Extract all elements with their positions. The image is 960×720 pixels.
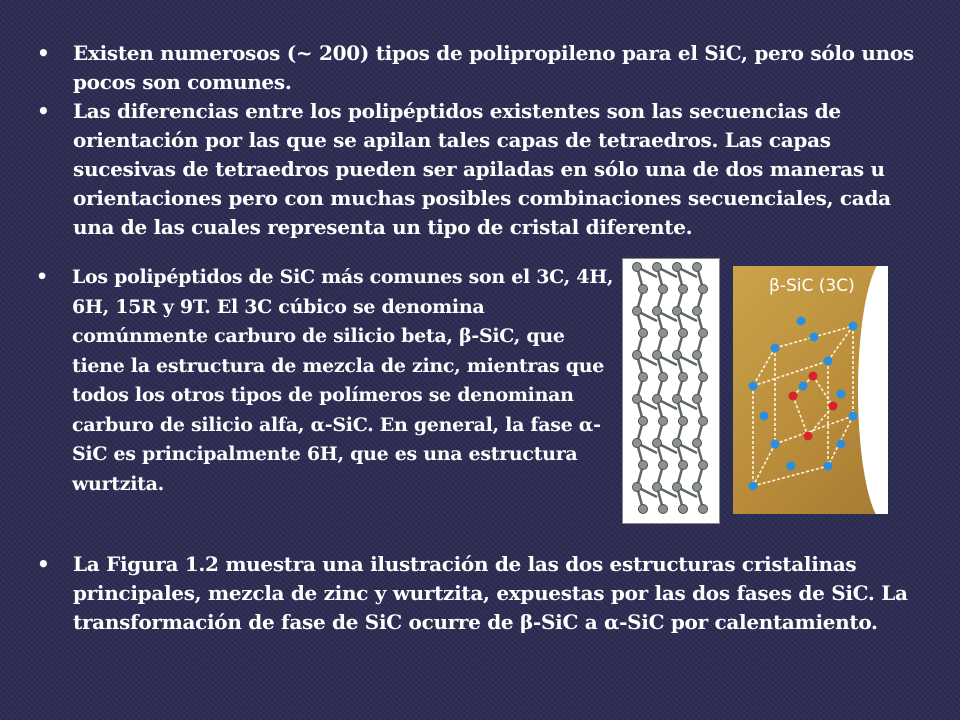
atom — [699, 461, 708, 470]
atom — [699, 373, 708, 382]
atom-blue — [837, 440, 846, 449]
bottom-bullet-list — [37, 550, 923, 637]
atom-red — [789, 392, 798, 401]
bullet-text: La Figura 1.2 muestra una ilustración de las dos estructuras cristalinas principales, mezcla de zinc y wurtzita, expuestas por las dos fases de SiC. La transformación de fase de SiC ocurre de β-SiC a α-SiC por calentamiento. — [73, 552, 908, 634]
zincblende-figure-label: β-SiC (3C) — [769, 276, 855, 296]
atom — [633, 483, 642, 492]
atom — [699, 329, 708, 338]
atom-blue — [760, 412, 769, 421]
atom-red — [804, 432, 813, 441]
atom — [653, 263, 662, 272]
atom — [679, 505, 688, 514]
zincblende-structure-image — [733, 266, 888, 514]
atom — [659, 373, 668, 382]
atom — [633, 439, 642, 448]
wurtzite-structure-image — [622, 258, 720, 524]
bullet-dot: • — [36, 266, 48, 288]
bullet-item — [36, 263, 618, 499]
atom — [673, 439, 682, 448]
atom-red — [809, 372, 818, 381]
atom — [699, 417, 708, 426]
bullet-dot: • — [37, 552, 50, 576]
atom-blue — [849, 322, 858, 331]
atom — [633, 395, 642, 404]
atom-blue — [849, 412, 858, 421]
atom — [633, 351, 642, 360]
bullet-item — [37, 550, 923, 637]
bullet-text: Los polipéptidos de SiC más comunes son el 3C, 4H, 6H, 15R y 9T. El 3C cúbico se denomina comúnmente carburo de silicio beta, β-SiC, que tiene la estructura de mezcla de zinc, mientras que todos los otros tipos de polímeros se denominan carburo de silicio alfa, α-SiC. En general, la fase α-SiC es principalmente 6H, que es una estructura wurtzita. — [72, 266, 614, 495]
bullet-text: Las diferencias entre los polipéptidos existentes son las secuencias de orientación por las que se apilan tales capas de tetraedros. Las capas sucesivas de tetraedros pueden ser apiladas en sólo una de dos maneras u orientaciones pero con muchas posibles combinaciones secuenciales, cada una de las cuales representa un tipo de cristal diferente. — [73, 99, 891, 239]
lattice-line — [753, 444, 775, 486]
atom-blue — [824, 462, 833, 471]
atom — [693, 351, 702, 360]
lattice-line — [828, 326, 853, 361]
atom — [679, 285, 688, 294]
atom — [693, 263, 702, 272]
middle-bullet-list — [36, 263, 618, 499]
atom — [693, 483, 702, 492]
atom — [693, 307, 702, 316]
atom — [679, 329, 688, 338]
atom — [659, 461, 668, 470]
bullet-dot: • — [37, 99, 50, 123]
atom-blue — [771, 344, 780, 353]
bullet-item — [37, 39, 923, 97]
atom — [639, 461, 648, 470]
atom — [639, 285, 648, 294]
atom — [673, 307, 682, 316]
lattice-line — [808, 406, 833, 436]
atom-blue — [749, 382, 758, 391]
atom-blue — [824, 357, 833, 366]
bullet-item — [37, 97, 923, 242]
atom — [693, 395, 702, 404]
atom-blue — [771, 440, 780, 449]
atom — [659, 329, 668, 338]
atom — [653, 395, 662, 404]
bullet-dot: • — [37, 41, 50, 65]
lattice-line — [813, 376, 833, 406]
zincblende-structure-svg — [733, 266, 888, 514]
atom — [659, 417, 668, 426]
atom — [633, 307, 642, 316]
bullet-text: Existen numerosos (~ 200) tipos de polipropileno para el SiC, pero sólo unos pocos son comunes. — [73, 41, 914, 94]
atom — [699, 505, 708, 514]
atom-blue — [837, 390, 846, 399]
atom — [699, 285, 708, 294]
atom-blue — [797, 317, 806, 326]
atom-blue — [810, 333, 819, 342]
atom — [679, 417, 688, 426]
atom — [639, 373, 648, 382]
atom — [673, 483, 682, 492]
atom — [679, 461, 688, 470]
atom — [653, 483, 662, 492]
lattice-line — [793, 396, 808, 436]
atom — [673, 263, 682, 272]
atom — [693, 439, 702, 448]
wurtzite-structure-svg — [623, 259, 719, 523]
atom — [639, 505, 648, 514]
atom-blue — [787, 462, 796, 471]
atom-blue — [799, 382, 808, 391]
top-bullet-list — [37, 39, 923, 242]
atom — [659, 285, 668, 294]
atom — [659, 505, 668, 514]
atom-red — [829, 402, 838, 411]
atom — [653, 439, 662, 448]
atom — [633, 263, 642, 272]
atom — [679, 373, 688, 382]
atom — [639, 417, 648, 426]
atom — [653, 351, 662, 360]
lattice-line — [753, 348, 775, 386]
atom — [639, 329, 648, 338]
atom — [673, 351, 682, 360]
atom-blue — [749, 482, 758, 491]
atom — [653, 307, 662, 316]
atom — [673, 395, 682, 404]
